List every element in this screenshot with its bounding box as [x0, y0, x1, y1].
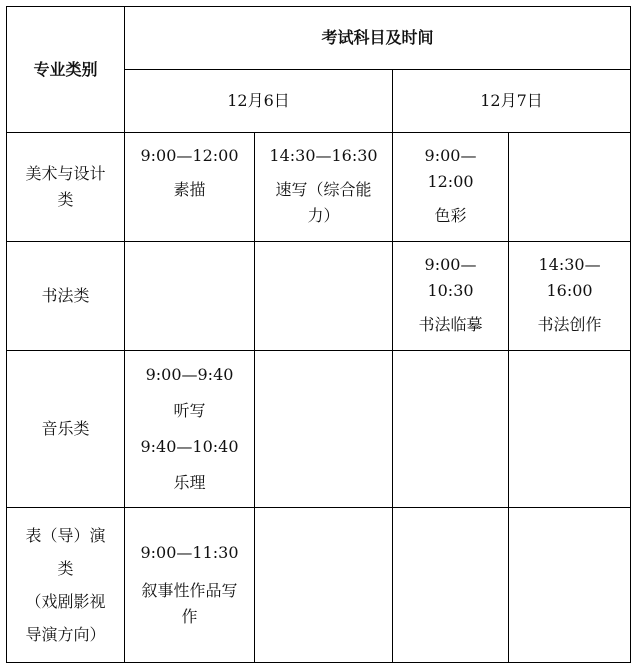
exam-subject: 听写 — [173, 401, 206, 420]
exam-schedule-table — [6, 6, 631, 663]
exam-subject-line: 作 — [181, 607, 198, 626]
exam-time: 14:30— — [538, 255, 601, 274]
exam-subject: 乐理 — [173, 473, 206, 492]
exam-time: 9:00— — [424, 146, 477, 165]
exam-subject: 色彩 — [434, 206, 467, 225]
category-line: 书法类 — [41, 286, 90, 305]
category-line: 类 — [57, 190, 74, 209]
category-line: 类 — [57, 559, 74, 578]
exam-time: 9:00—11:30 — [140, 543, 239, 562]
subjects-header: 考试科目及时间 — [125, 7, 631, 70]
category-cell — [7, 242, 125, 351]
exam-cell — [393, 242, 509, 351]
table-row-art-design — [7, 133, 631, 242]
category-line: 音乐类 — [41, 419, 90, 438]
exam-subject: 书法创作 — [537, 315, 602, 334]
category-cell — [7, 351, 125, 508]
exam-cell — [125, 133, 255, 242]
category-header: 专业类别 — [7, 7, 125, 133]
exam-subject-line: 速写（综合能 — [275, 180, 372, 199]
exam-cell — [255, 133, 393, 242]
exam-time: 16:00 — [546, 281, 593, 300]
exam-cell — [509, 242, 631, 351]
empty-cell — [393, 508, 509, 663]
empty-cell — [125, 242, 255, 351]
empty-cell — [509, 508, 631, 663]
exam-cell — [125, 508, 255, 663]
category-cell — [7, 133, 125, 242]
exam-cell — [393, 133, 509, 242]
exam-time: 9:00—9:40 — [145, 365, 234, 384]
category-line: 表（导）演 — [25, 526, 106, 545]
exam-time: 14:30—16:30 — [269, 146, 378, 165]
exam-subject-line: 叙事性作品写 — [141, 581, 238, 600]
exam-time: 12:00 — [427, 172, 474, 191]
empty-cell — [255, 351, 393, 508]
category-line: 美术与设计 — [25, 164, 106, 183]
exam-cell — [125, 351, 255, 508]
empty-cell — [509, 351, 631, 508]
table-row-performance — [7, 508, 631, 663]
empty-cell — [393, 351, 509, 508]
category-line: （戏剧影视 — [25, 592, 106, 611]
empty-cell — [255, 508, 393, 663]
table-row-calligraphy — [7, 242, 631, 351]
exam-time: 9:00— — [424, 255, 477, 274]
empty-cell — [255, 242, 393, 351]
exam-subject: 素描 — [173, 180, 206, 199]
exam-time: 9:00—12:00 — [140, 146, 239, 165]
category-cell — [7, 508, 125, 663]
date-header-dec7: 12月7日 — [393, 70, 631, 133]
exam-subject-line: 力） — [307, 206, 340, 225]
table-row-music — [7, 351, 631, 508]
exam-subject: 书法临摹 — [418, 315, 483, 334]
header-row-1 — [7, 7, 631, 70]
exam-time: 9:40—10:40 — [140, 437, 239, 456]
category-line: 导演方向） — [25, 625, 106, 644]
exam-time: 10:30 — [427, 281, 474, 300]
date-header-dec6: 12月6日 — [125, 70, 393, 133]
empty-cell — [509, 133, 631, 242]
